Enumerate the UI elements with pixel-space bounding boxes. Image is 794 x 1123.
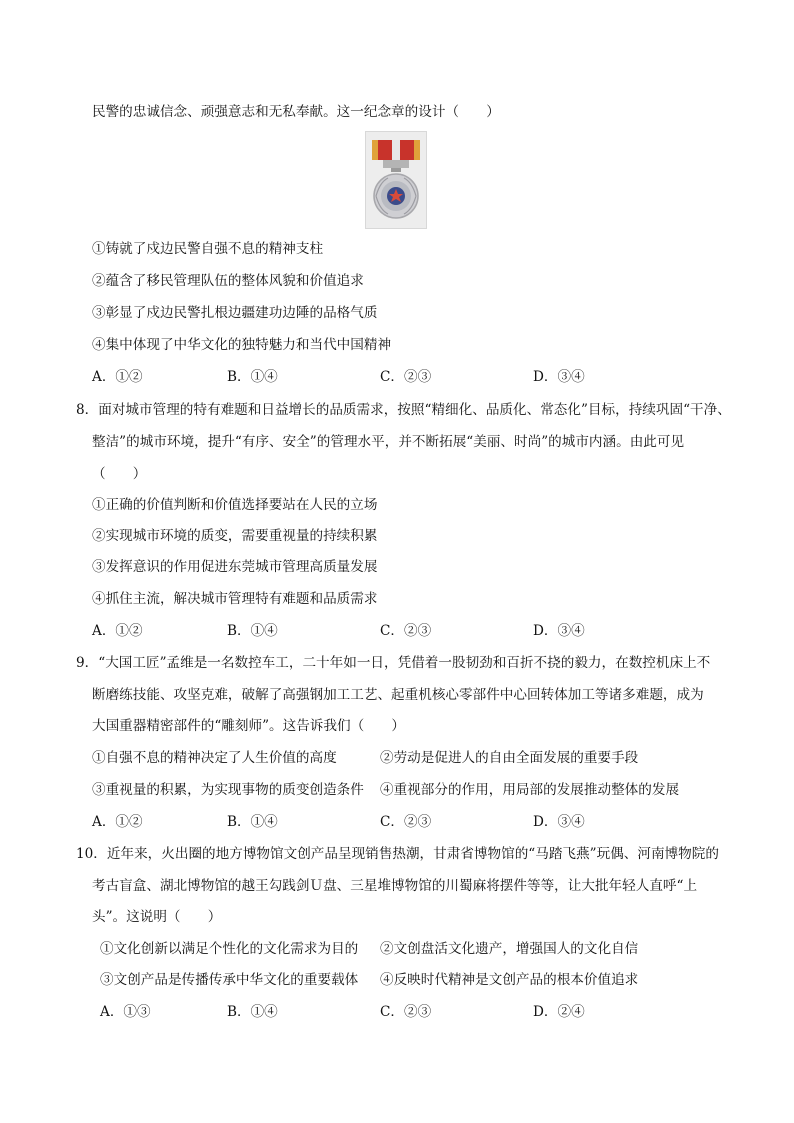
q10-item-4: ④反映时代精神是文创产品的根本价值追求 (380, 972, 639, 988)
q9-item-1: ①自强不息的精神决定了人生价值的高度 (92, 750, 337, 766)
q7-item-2: ②蕴含了移民管理队伍的整体风貌和价值追求 (92, 273, 364, 289)
q8-option-c: C．②③ (380, 623, 432, 639)
q8-item-2: ②实现城市环境的质变，需要重视量的持续积累 (92, 528, 378, 544)
q10-stem-line-1: 10．近年来，火出圈的地方博物馆文创产品呈现销售热潮，甘肃省博物馆的“马踏飞燕”玩偶、河南博物院的 (76, 846, 719, 862)
q9-stem-line-2: 断磨练技能、攻坚克难，破解了高强钢加工工艺、起重机核心零部件中心回转体加工等诸多难题，成为 (92, 687, 704, 703)
q9-option-a: A．①② (92, 814, 143, 830)
q10-option-d: D．②④ (533, 1004, 585, 1020)
q9-item-2: ②劳动是促进人的自由全面发展的重要手段 (380, 750, 639, 766)
medal-icon (366, 132, 426, 228)
q7-option-b: B．①④ (227, 369, 278, 385)
q8-option-b: B．①④ (227, 623, 278, 639)
q8-item-4: ④抓住主流，解决城市管理特有难题和品质需求 (92, 591, 378, 607)
q7-stem-tail: 民警的忠诚信念、顽强意志和无私奉献。这一纪念章的设计（ ） (92, 104, 500, 120)
q10-option-c: C．②③ (380, 1004, 432, 1020)
q7-option-d: D．③④ (533, 369, 585, 385)
q8-stem-line-1: 8．面对城市管理的特有难题和日益增长的品质需求，按照“精细化、品质化、常态化”目标，持续巩固“干净、 (76, 402, 731, 418)
commemorative-medal-image (365, 131, 427, 229)
q9-stem-line-1: 9．“大国工匠”孟维是一名数控车工，二十年如一日，凭借着一股韧劲和百折不挠的毅力，在数控机床上不 (76, 655, 711, 671)
q8-item-3: ③发挥意识的作用促进东莞城市管理高质量发展 (92, 559, 378, 575)
q10-stem-line-2: 考古盲盒、湖北博物馆的越王勾践剑Ｕ盘、三星堆博物馆的川蜀麻将摆件等等，让大批年轻人直呼“上 (92, 878, 698, 894)
q7-option-a: A．①② (92, 369, 143, 385)
q8-item-1: ①正确的价值判断和价值选择要站在人民的立场 (92, 497, 378, 513)
q7-item-4: ④集中体现了中华文化的独特魅力和当代中国精神 (92, 337, 392, 353)
q10-item-3: ③文创产品是传播传承中华文化的重要载体 (100, 972, 359, 988)
q10-stem-line-3: 头”。这说明（ ） (92, 909, 222, 925)
q9-option-d: D．③④ (533, 814, 585, 830)
q7-item-3: ③彰显了戍边民警扎根边疆建功边陲的品格气质 (92, 305, 378, 321)
q7-item-1: ①铸就了戍边民警自强不息的精神支柱 (92, 241, 324, 257)
q8-option-a: A．①② (92, 623, 143, 639)
q9-item-4: ④重视部分的作用，用局部的发展推动整体的发展 (380, 782, 680, 798)
q9-stem-line-3: 大国重器精密部件的“雕刻师”。这告诉我们（ ） (92, 718, 405, 734)
q10-option-a: A．①③ (100, 1004, 151, 1020)
q10-item-1: ①文化创新以满足个性化的文化需求为目的 (100, 941, 359, 957)
q9-item-3: ③重视量的积累，为实现事物的质变创造条件 (92, 782, 364, 798)
q8-stem-line-2: 整洁”的城市环境，提升“有序、安全”的管理水平，并不断拓展“美丽、时尚”的城市内涵。由此可见 (92, 434, 685, 450)
q10-item-2: ②文创盘活文化遗产，增强国人的文化自信 (380, 941, 639, 957)
q7-option-c: C．②③ (380, 369, 432, 385)
q8-stem-line-3: （ ） (92, 466, 147, 482)
q9-option-c: C．②③ (380, 814, 432, 830)
q10-option-b: B．①④ (227, 1004, 278, 1020)
q9-option-b: B．①④ (227, 814, 278, 830)
q8-option-d: D．③④ (533, 623, 585, 639)
